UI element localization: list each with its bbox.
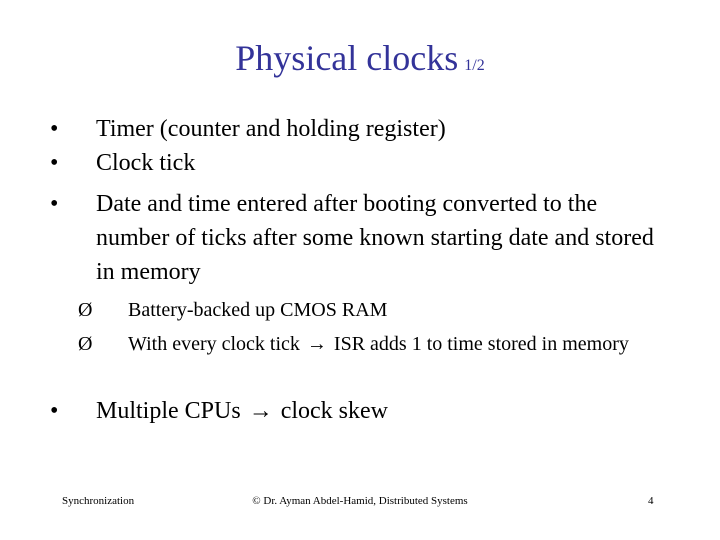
bullet-text: Timer (counter and holding register) (96, 116, 446, 142)
sub-bullet-text-before: With every clock tick (128, 333, 300, 355)
bullet-text-before: Multiple CPUs (96, 398, 241, 424)
sub-bullet-text: Battery-backed up CMOS RAM (128, 299, 388, 321)
right-arrow-icon: → (248, 398, 273, 424)
bullet-text-after: clock skew (280, 398, 388, 424)
bullet-icon: • (50, 150, 59, 176)
sub-bullet-text-after: ISR adds 1 to time stored in memory (333, 333, 629, 355)
slide-title (0, 36, 720, 88)
bullet-icon: • (50, 191, 59, 217)
footer-section-name: Synchronization (62, 495, 135, 507)
footer-page-number: 4 (648, 495, 654, 507)
footer-copyright: © Dr. Ayman Abdel-Hamid, Distributed Systems (252, 495, 468, 507)
bullet-text (96, 394, 676, 428)
right-arrow-icon: → (306, 333, 327, 355)
bullet-text: Date and time entered after booting converted to the number of ticks after some known starting date and stored in memory (96, 191, 654, 285)
bullet-icon: • (50, 398, 59, 424)
bullet-text: Clock tick (96, 150, 196, 176)
sub-bullet-text (128, 330, 658, 358)
title-part-indicator: 1/2 (464, 57, 485, 74)
title-main: Physical clocks (235, 38, 459, 78)
arrowhead-bullet-icon: Ø (78, 299, 93, 321)
arrowhead-bullet-icon: Ø (78, 333, 93, 355)
bullet-icon: • (50, 116, 59, 142)
